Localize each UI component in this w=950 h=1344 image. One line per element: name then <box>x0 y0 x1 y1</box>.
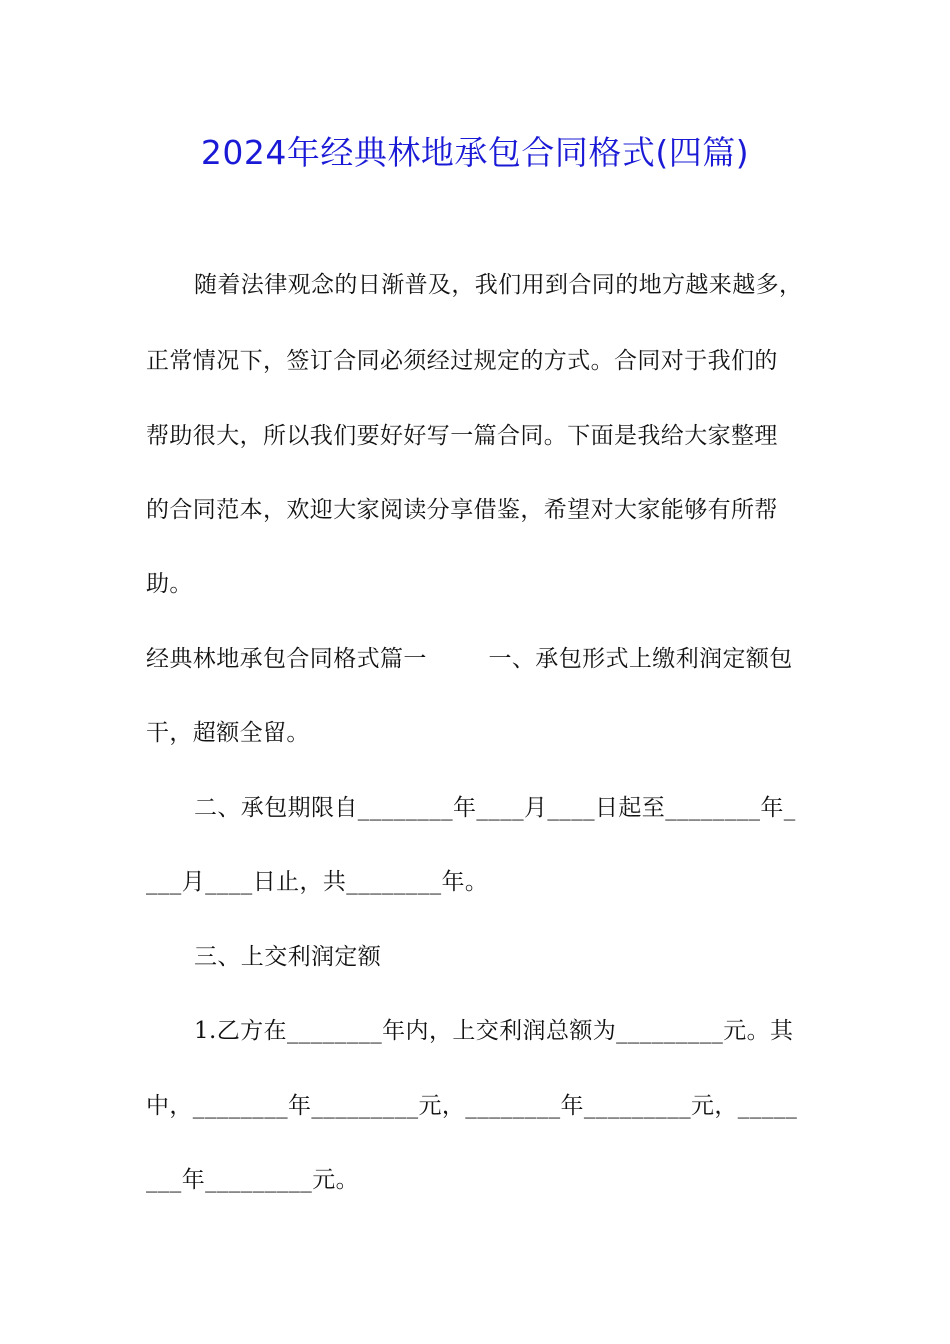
document-title: 2024年经典林地承包合同格式(四篇) <box>200 133 750 172</box>
paragraph-line: 1.乙方在________年内，上交利润总额为_________元。其 <box>194 1018 794 1044</box>
paragraph-line: ___年_________元。 <box>146 1167 359 1193</box>
paragraph-line: 助。 <box>146 571 193 597</box>
paragraph-line: 的合同范本，欢迎大家阅读分享借鉴，希望对大家能够有所帮 <box>146 497 778 523</box>
paragraph-line: 二、承包期限自________年____月____日起至________年_ <box>194 795 796 821</box>
paragraph-line: 经典林地承包合同格式篇一 一、承包形式上缴利润定额包 <box>146 646 793 672</box>
paragraph-line: 帮助很大，所以我们要好好写一篇合同。下面是我给大家整理 <box>146 423 778 449</box>
paragraph-line: 三、上交利润定额 <box>194 944 382 970</box>
paragraph-line: 中，________年_________元，________年_________元，_____ <box>146 1093 798 1119</box>
paragraph-line: 干，超额全留。 <box>146 720 310 746</box>
paragraph-line: 随着法律观念的日渐普及，我们用到合同的地方越来越多， <box>194 272 803 298</box>
paragraph-line: 正常情况下，签订合同必须经过规定的方式。合同对于我们的 <box>146 348 778 374</box>
paragraph-line: ___月____日止，共________年。 <box>146 869 489 895</box>
